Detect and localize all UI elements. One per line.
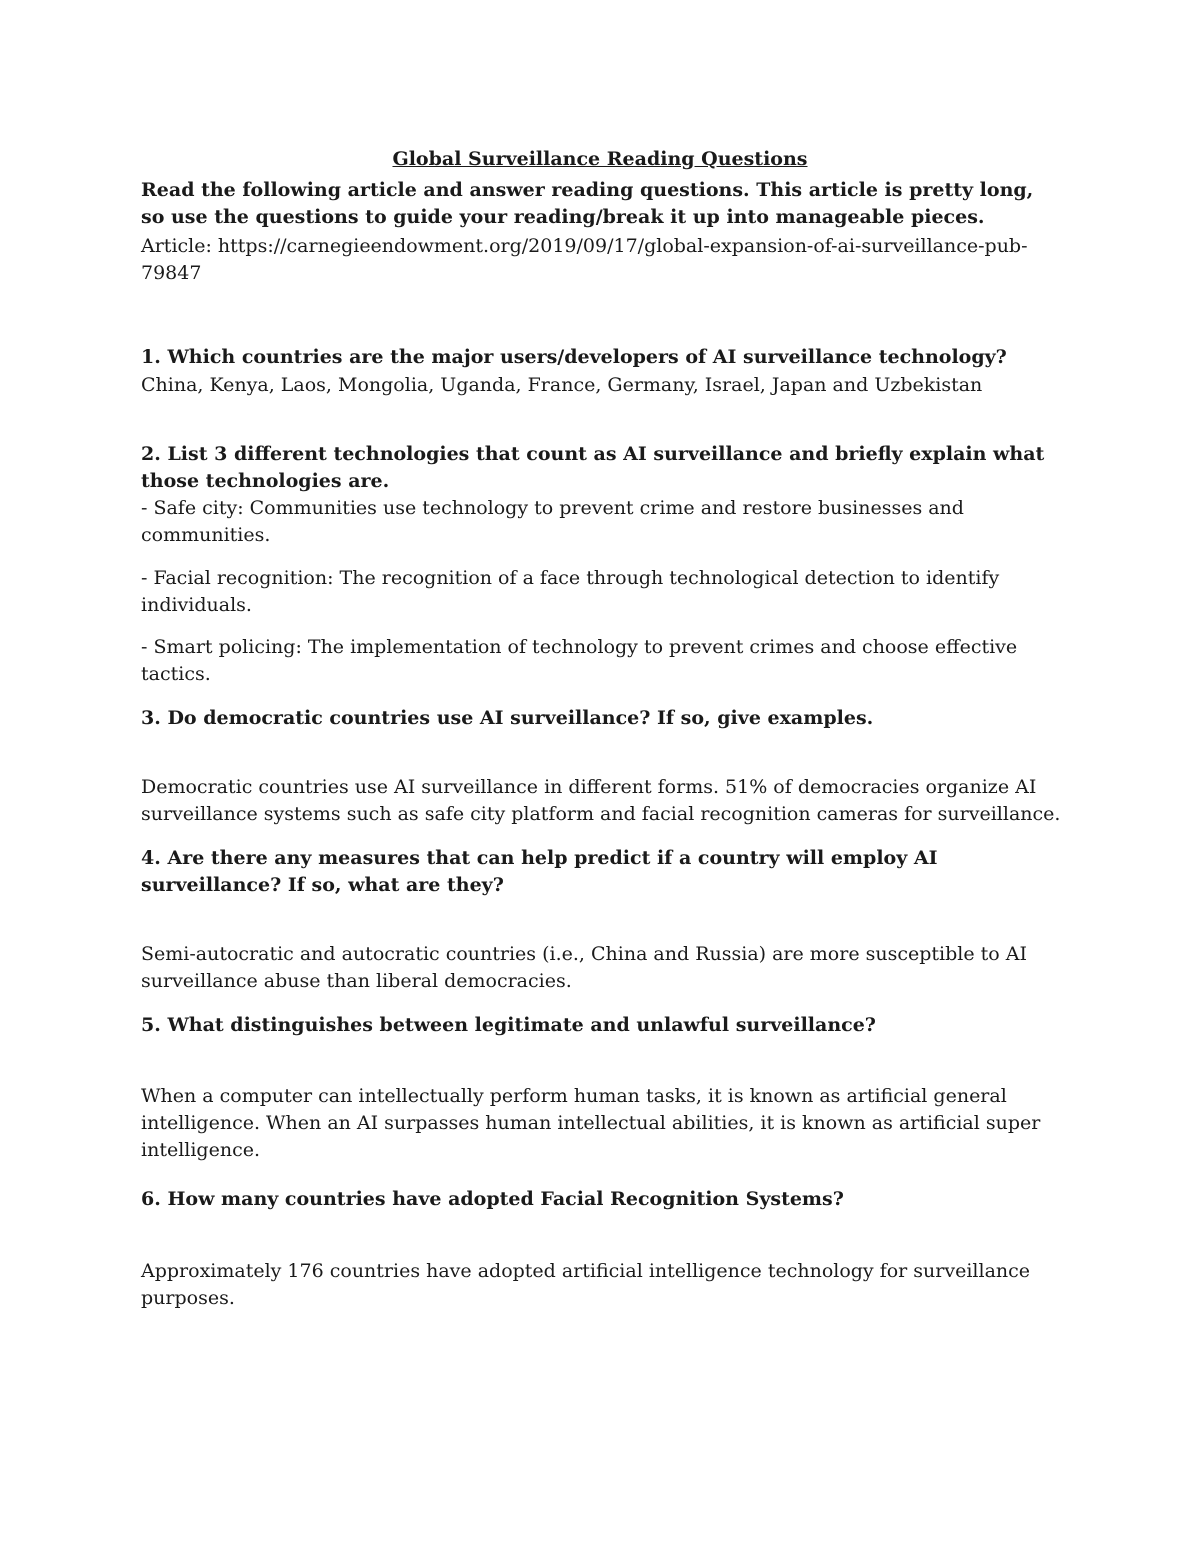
answer-2-item-1: - Safe city: Communities use technology to prevent crime and restore businesses and communities. xyxy=(141,497,964,546)
question-3: 3. Do democratic countries use AI surveillance? If so, give examples. xyxy=(141,707,874,729)
article-link: Article: https://carnegieendowment.org/2019/09/17/global-expansion-of-ai-surveillance-pub-79847 xyxy=(141,235,1028,284)
answer-3: Democratic countries use AI surveillance in different forms. 51% of democracies organize AI surveillance systems such as safe city platform and facial recognition cameras for surveillance. xyxy=(141,776,1061,825)
question-1: 1. Which countries are the major users/developers of AI surveillance technology? xyxy=(141,346,1007,368)
answer-4: Semi-autocratic and autocratic countries (i.e., China and Russia) are more susceptible to AI surveillance abuse than liberal democracies. xyxy=(141,943,1027,992)
answer-6: Approximately 176 countries have adopted artificial intelligence technology for surveillance purposes. xyxy=(141,1260,1031,1309)
question-4: 4. Are there any measures that can help predict if a country will employ AI surveillance? If so, what are they? xyxy=(141,847,938,896)
page-title: Global Surveillance Reading Questions xyxy=(392,148,808,170)
answer-2-item-3: - Smart policing: The implementation of technology to prevent crimes and choose effective tactics. xyxy=(141,636,1018,685)
question-2: 2. List 3 different technologies that count as AI surveillance and briefly explain what those technologies are. xyxy=(141,443,1045,492)
answer-2-item-2: - Facial recognition: The recognition of a face through technological detection to identify individuals. xyxy=(141,567,1000,616)
answer-5: When a computer can intellectually perform human tasks, it is known as artificial general intelligence. When an AI surpasses human intellectual abilities, it is known as artificial super intelligence. xyxy=(141,1085,1041,1161)
question-6: 6. How many countries have adopted Facial Recognition Systems? xyxy=(141,1188,844,1210)
question-5: 5. What distinguishes between legitimate and unlawful surveillance? xyxy=(141,1014,876,1036)
answer-1: China, Kenya, Laos, Mongolia, Uganda, France, Germany, Israel, Japan and Uzbekistan xyxy=(141,374,983,396)
instructions: Read the following article and answer reading questions. This article is pretty long, so use the questions to guide your reading/break it up into manageable pieces. xyxy=(141,179,1034,228)
